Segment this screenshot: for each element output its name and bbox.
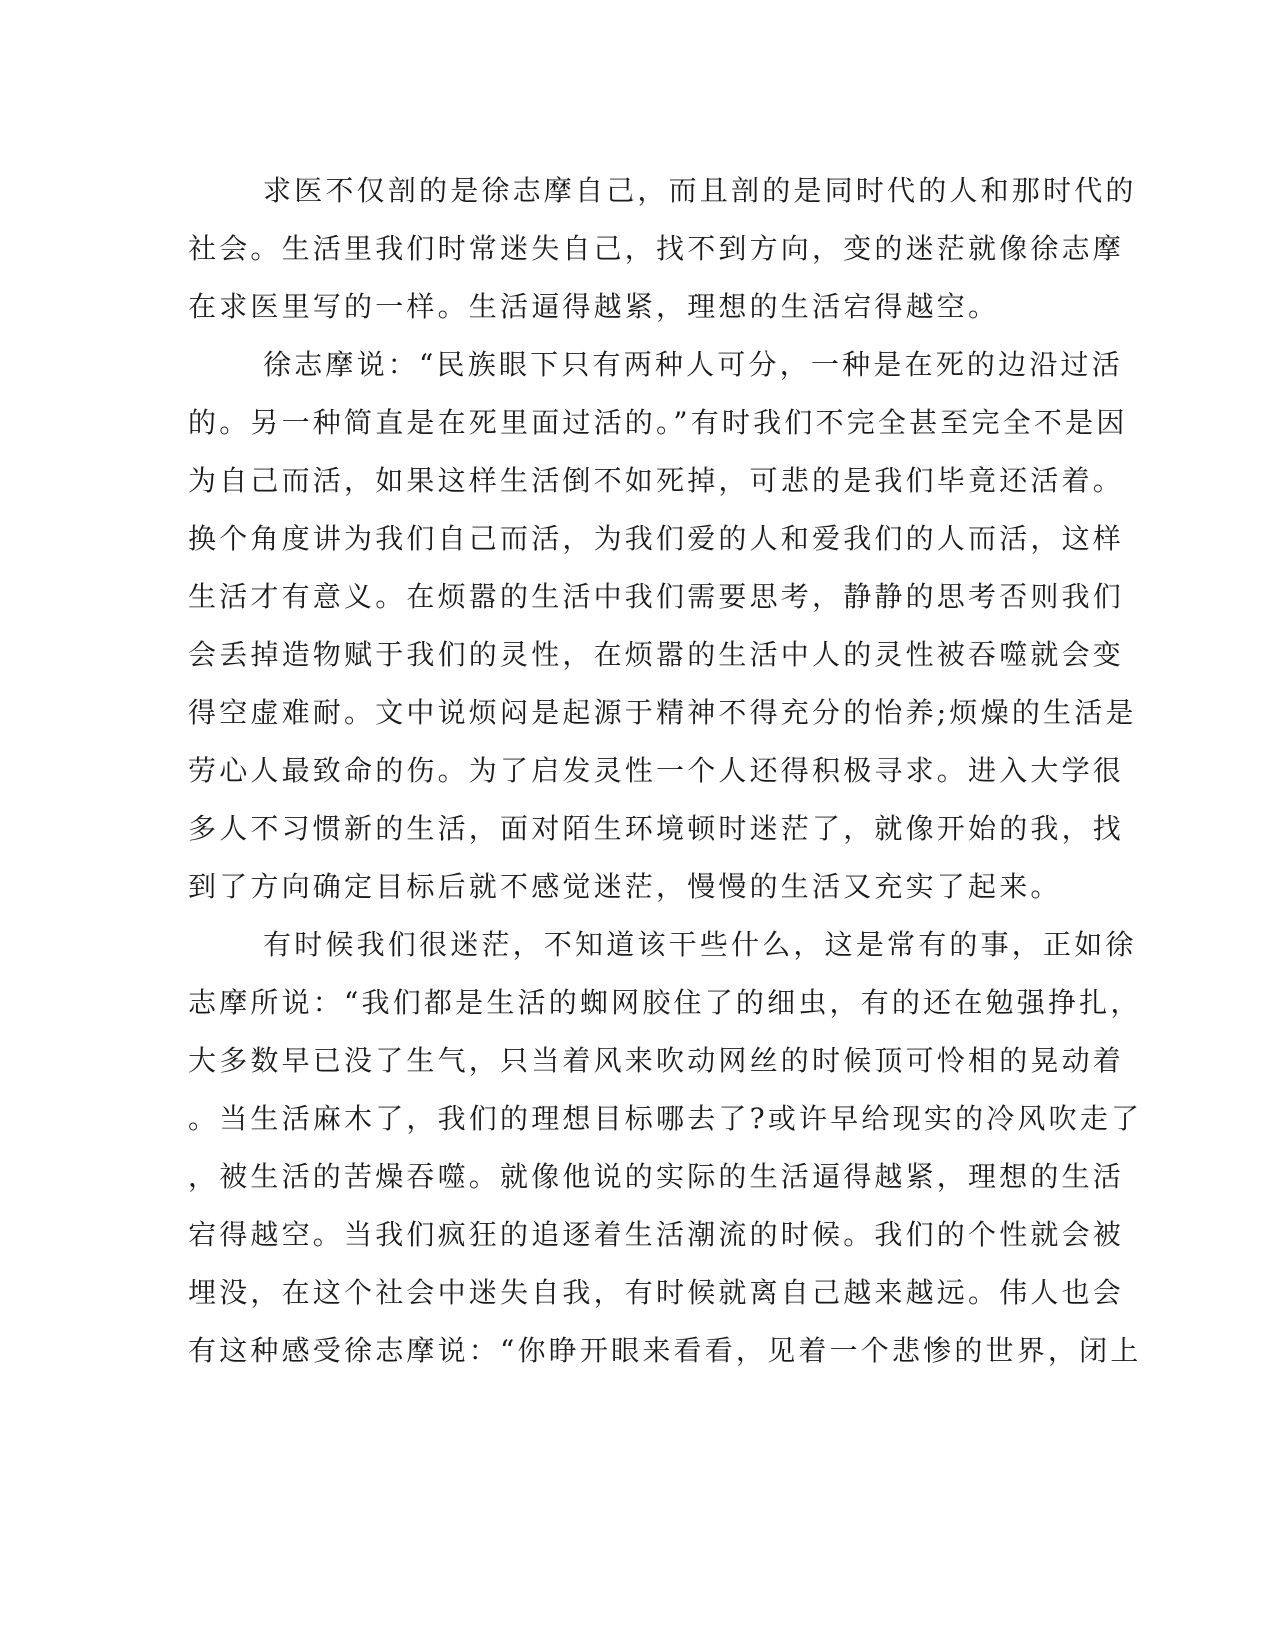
text-line: 多人不习惯新的生活，面对陌生环境顿时迷茫了，就像开始的我，找 (188, 812, 1125, 845)
text-line: 在求医里写的一样。生活逼得越紧，理想的生活宕得越空。 (188, 290, 1000, 323)
text-line: 为自己而活，如果这样生活倒不如死掉，可悲的是我们毕竟还活着。 (188, 464, 1125, 497)
text-line: 换个角度讲为我们自己而活，为我们爱的人和爱我们的人而活，这样 (188, 522, 1125, 555)
text-line: 埋没，在这个社会中迷失自我，有时候就离自己越来越远。伟人也会 (188, 1276, 1125, 1309)
text-line: 到了方向确定目标后就不感觉迷茫，慢慢的生活又充实了起来。 (188, 870, 1062, 903)
text-line: 志摩所说：“我们都是生活的蜘网胶住了的细虫，有的还在勉强挣扎， (188, 986, 1142, 1019)
text-line: 得空虚难耐。文中说烦闷是起源于精神不得充分的怡养;烦燥的生活是 (188, 696, 1137, 729)
text-line: 劳心人最致命的伤。为了启发灵性一个人还得积极寻求。进入大学很 (188, 754, 1125, 787)
text-line: 生活才有意义。在烦嚣的生活中我们需要思考，静静的思考否则我们 (188, 580, 1125, 613)
text-line: 徐志摩说：“民族眼下只有两种人可分，一种是在死的边沿过活 (263, 348, 1123, 381)
text-line: 会丢掉造物赋于我们的灵性，在烦嚣的生活中人的灵性被吞噬就会变 (188, 638, 1125, 671)
text-line: ，被生活的苦燥吞噬。就像他说的实际的生活逼得越紧，理想的生活 (188, 1160, 1125, 1193)
text-line: 。当生活麻木了，我们的理想目标哪去了?或许早给现实的冷风吹走了 (188, 1102, 1143, 1135)
text-line: 宕得越空。当我们疯狂的追逐着生活潮流的时候。我们的个性就会被 (188, 1218, 1125, 1251)
text-line: 大多数早已没了生气，只当着风来吹动网丝的时候顶可怜相的晃动着 (188, 1044, 1125, 1077)
text-line: 有时候我们很迷茫，不知道该干些什么，这是常有的事，正如徐 (263, 928, 1137, 961)
text-line: 求医不仅剖的是徐志摩自己，而且剖的是同时代的人和那时代的 (263, 174, 1137, 207)
text-line: 的。另一种简直是在死里面过活的。”有时我们不完全甚至完全不是因 (188, 406, 1128, 439)
text-line: 有这种感受徐志摩说：“你睁开眼来看看，见着一个悲惨的世界，闭上 (188, 1334, 1142, 1367)
text-line: 社会。生活里我们时常迷失自己，找不到方向，变的迷茫就像徐志摩 (188, 232, 1125, 265)
